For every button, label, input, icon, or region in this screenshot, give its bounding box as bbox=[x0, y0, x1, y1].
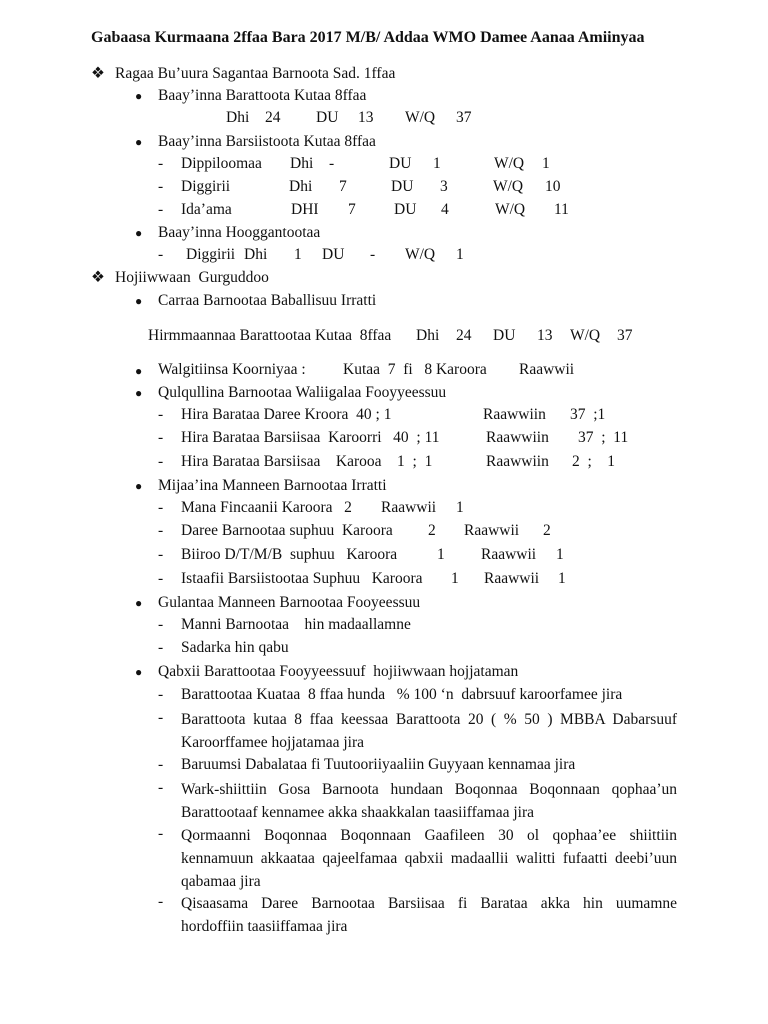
value: 13 bbox=[537, 327, 553, 344]
quality-row bbox=[0, 429, 768, 449]
room-result-label: Raawwii bbox=[381, 499, 437, 516]
dash-bullet-icon: - bbox=[158, 178, 164, 195]
value: W/Q bbox=[405, 109, 436, 126]
value: Dhi bbox=[416, 327, 440, 344]
value: DU bbox=[316, 109, 339, 126]
value: 10 bbox=[545, 178, 561, 195]
value: W/Q bbox=[405, 246, 436, 263]
value: - bbox=[329, 155, 335, 172]
dash-bullet-icon: - bbox=[158, 825, 164, 842]
rooms-label: Mijaa’ina Manneen Barnootaa Irratti bbox=[158, 477, 387, 494]
ratio-result: 37 ; 11 bbox=[578, 429, 629, 446]
diamond-bullet-icon: ❖ bbox=[91, 269, 105, 286]
ratio-result: 2 ; 1 bbox=[572, 453, 616, 470]
rooms-row bbox=[0, 499, 768, 519]
teachers-row bbox=[0, 201, 768, 221]
room-plan-value: 1 bbox=[451, 570, 459, 587]
dash-bullet-icon: - bbox=[158, 155, 164, 172]
dash-bullet-icon: - bbox=[158, 709, 164, 726]
value: 7 bbox=[339, 178, 347, 195]
value: 3 bbox=[440, 178, 448, 195]
result-line: Wark-shiittiin Gosa Barnoota hundaan Boqonnaa Boqonnaan qophaa’un bbox=[181, 781, 677, 798]
teachers-row bbox=[0, 155, 768, 175]
dash-bullet-icon: - bbox=[158, 686, 164, 703]
quality-label: Qulqullina Barnootaa Waliigalaa Fooyyeessuu bbox=[158, 384, 447, 401]
room-plan: Biiroo D/T/M/B suphuu Karoora bbox=[181, 546, 398, 563]
room-plan: Istaafii Barsiistootaa Suphuu Karoora bbox=[181, 570, 423, 587]
dot-bullet-icon: ● bbox=[135, 89, 143, 103]
qualification: Diggirii bbox=[186, 246, 236, 263]
value: Dhi bbox=[290, 155, 314, 172]
value: 37 bbox=[617, 327, 633, 344]
linkage-item bbox=[0, 639, 768, 659]
result-line: hordoffiin taasiiffamaa jira bbox=[181, 918, 348, 935]
room-result-label: Raawwii bbox=[481, 546, 537, 563]
dash-bullet-icon: - bbox=[158, 779, 164, 796]
ratio-plan: Hira Barataa Barsiisaa Karoorri 40 ; 11 bbox=[181, 429, 440, 446]
linkage-label: Gulantaa Manneen Barnootaa Fooyeessuu bbox=[158, 594, 421, 611]
dash-bullet-icon: - bbox=[158, 499, 164, 516]
room-result-label: Raawwii bbox=[484, 570, 540, 587]
dot-bullet-icon: ● bbox=[135, 226, 143, 240]
results-label: Qabxii Barattootaa Fooyyeessuuf hojiiwwaan hojjataman bbox=[158, 663, 519, 680]
section-1-heading: Ragaa Bu’uura Sagantaa Barnoota Sad. 1ffaa bbox=[115, 65, 396, 82]
room-plan: Daree Barnootaa suphuu Karoora bbox=[181, 522, 393, 539]
value: W/Q bbox=[570, 327, 601, 344]
value: 7 bbox=[348, 201, 356, 218]
ratio-result: 37 ;1 bbox=[570, 406, 606, 423]
dash-bullet-icon: - bbox=[158, 406, 164, 423]
dot-bullet-icon: ● bbox=[135, 135, 143, 149]
meetings-label: Walgitiinsa Koorniyaa : bbox=[158, 361, 306, 378]
result-line: Barattoota kutaa 8 ffaa keessaa Barattoota 20 ( % 50 ) MBBA Dabarsuuf bbox=[181, 711, 677, 728]
value: 4 bbox=[441, 201, 449, 218]
value: DHI bbox=[291, 201, 319, 218]
registration-label: Hirmmaannaa Barattootaa Kutaa 8ffaa bbox=[148, 327, 392, 344]
result-item: Baruumsi Dabalataa fi Tuutooriiyaaliin Guyyaan kennamaa jira bbox=[181, 756, 576, 773]
section-2-heading: Hojiiwwaan Gurguddoo bbox=[115, 269, 269, 286]
ratio-result-label: Raawwiin bbox=[483, 406, 546, 423]
ratio-result-label: Raawwiin bbox=[486, 429, 549, 446]
value: DU bbox=[391, 178, 414, 195]
qualification: Diggirii bbox=[181, 178, 231, 195]
room-result-label: Raawwii bbox=[464, 522, 520, 539]
diamond-bullet-icon: ❖ bbox=[91, 65, 105, 82]
value: 1 bbox=[433, 155, 441, 172]
result-line: kennamuun akkaataa qajeelfamaa qabxii madaallii walitti fufaatti deebi’uun bbox=[181, 850, 677, 867]
dash-bullet-icon: - bbox=[158, 453, 164, 470]
ratio-result-label: Raawwiin bbox=[486, 453, 549, 470]
dash-bullet-icon: - bbox=[158, 546, 164, 563]
meetings-plan: Kutaa 7 fi 8 Karoora bbox=[343, 361, 487, 378]
value: 24 bbox=[456, 327, 472, 344]
dot-bullet-icon: ● bbox=[135, 364, 143, 378]
dot-bullet-icon: ● bbox=[135, 479, 143, 493]
value: DU bbox=[394, 201, 417, 218]
room-plan-value: 1 bbox=[437, 546, 445, 563]
rooms-row bbox=[0, 522, 768, 542]
result-item: Barattootaa Kuataa 8 ffaa hunda % 100 ‘n dabrsuuf karoorfamee jira bbox=[181, 686, 623, 703]
room-result: 1 bbox=[558, 570, 566, 587]
meetings-row bbox=[0, 361, 768, 381]
registration-row bbox=[0, 327, 768, 347]
value: DU bbox=[389, 155, 412, 172]
rooms-row bbox=[0, 570, 768, 590]
dash-bullet-icon: - bbox=[158, 616, 164, 633]
value: 1 bbox=[294, 246, 302, 263]
result-line: qabamaa jira bbox=[181, 873, 261, 890]
value: Dhi bbox=[226, 109, 250, 126]
room-result: 1 bbox=[456, 499, 464, 516]
page-title: Gabaasa Kurmaana 2ffaa Bara 2017 M/B/ Addaa WMO Damee Aanaa Amiinyaa bbox=[91, 29, 645, 46]
qualification: Dippiloomaa bbox=[181, 155, 262, 172]
value: Dhi bbox=[289, 178, 313, 195]
room-plan: Mana Fincaanii Karoora 2 bbox=[181, 499, 352, 516]
linkage-text: Manni Barnootaa hin madaallamne bbox=[181, 616, 411, 633]
qualification: Ida’ama bbox=[181, 201, 232, 218]
value: DU bbox=[493, 327, 516, 344]
result-line: Barattootaaf kennamee akka shaakkalan taasiiffamaa jira bbox=[181, 804, 535, 821]
result-line: Qormaanni Boqonnaa Boqonnaan Gaafileen 30 ol qophaa’ee shiittiin bbox=[181, 827, 677, 844]
quality-row bbox=[0, 406, 768, 426]
result-line: Qisaasama Daree Barnootaa Barsiisaa fi Barataa akka hin uumamne bbox=[181, 895, 677, 912]
value: W/Q bbox=[493, 178, 524, 195]
room-result: 2 bbox=[543, 522, 551, 539]
teachers-label: Baay’inna Barsiistoota Kutaa 8ffaa bbox=[158, 133, 376, 150]
result-line: Karoorffamee hojjatamaa jira bbox=[181, 734, 365, 751]
result-item bbox=[181, 824, 677, 893]
value: 1 bbox=[542, 155, 550, 172]
value: DU bbox=[322, 246, 345, 263]
students-values bbox=[0, 109, 768, 129]
teachers-row bbox=[0, 178, 768, 198]
room-result: 1 bbox=[556, 546, 564, 563]
dash-bullet-icon: - bbox=[158, 201, 164, 218]
leaders-row bbox=[0, 246, 768, 266]
result-item bbox=[181, 892, 677, 938]
dot-bullet-icon: ● bbox=[135, 386, 143, 400]
dot-bullet-icon: ● bbox=[135, 294, 143, 308]
value: Dhi bbox=[244, 246, 268, 263]
quality-row bbox=[0, 453, 768, 473]
value: 11 bbox=[554, 201, 569, 218]
value: - bbox=[370, 246, 376, 263]
result-item bbox=[181, 708, 677, 754]
result-item bbox=[181, 778, 677, 824]
value: W/Q bbox=[495, 201, 526, 218]
value: 13 bbox=[358, 109, 374, 126]
dash-bullet-icon: - bbox=[158, 893, 164, 910]
linkage-text: Sadarka hin qabu bbox=[181, 639, 289, 656]
room-plan-value: 2 bbox=[428, 522, 436, 539]
dot-bullet-icon: ● bbox=[135, 665, 143, 679]
radio-label: Carraa Barnootaa Baballisuu Irratti bbox=[158, 292, 377, 309]
value: W/Q bbox=[494, 155, 525, 172]
dash-bullet-icon: - bbox=[158, 570, 164, 587]
ratio-plan: Hira Barataa Barsiisaa Karooa 1 ; 1 bbox=[181, 453, 433, 470]
ratio-plan: Hira Barataa Daree Kroora 40 ; 1 bbox=[181, 406, 392, 423]
students-label: Baay’inna Barattoota Kutaa 8ffaa bbox=[158, 87, 367, 104]
meetings-result: Raawwii bbox=[519, 361, 575, 378]
dash-bullet-icon: - bbox=[158, 522, 164, 539]
rooms-row bbox=[0, 546, 768, 566]
linkage-item bbox=[0, 616, 768, 636]
value: 1 bbox=[456, 246, 464, 263]
dash-bullet-icon: - bbox=[158, 639, 164, 656]
value: 24 bbox=[265, 109, 281, 126]
dash-bullet-icon: - bbox=[158, 246, 164, 263]
dot-bullet-icon: ● bbox=[135, 596, 143, 610]
leaders-label: Baay’inna Hooggantootaa bbox=[158, 224, 321, 241]
dash-bullet-icon: - bbox=[158, 756, 164, 773]
value: 37 bbox=[456, 109, 472, 126]
dash-bullet-icon: - bbox=[158, 429, 164, 446]
